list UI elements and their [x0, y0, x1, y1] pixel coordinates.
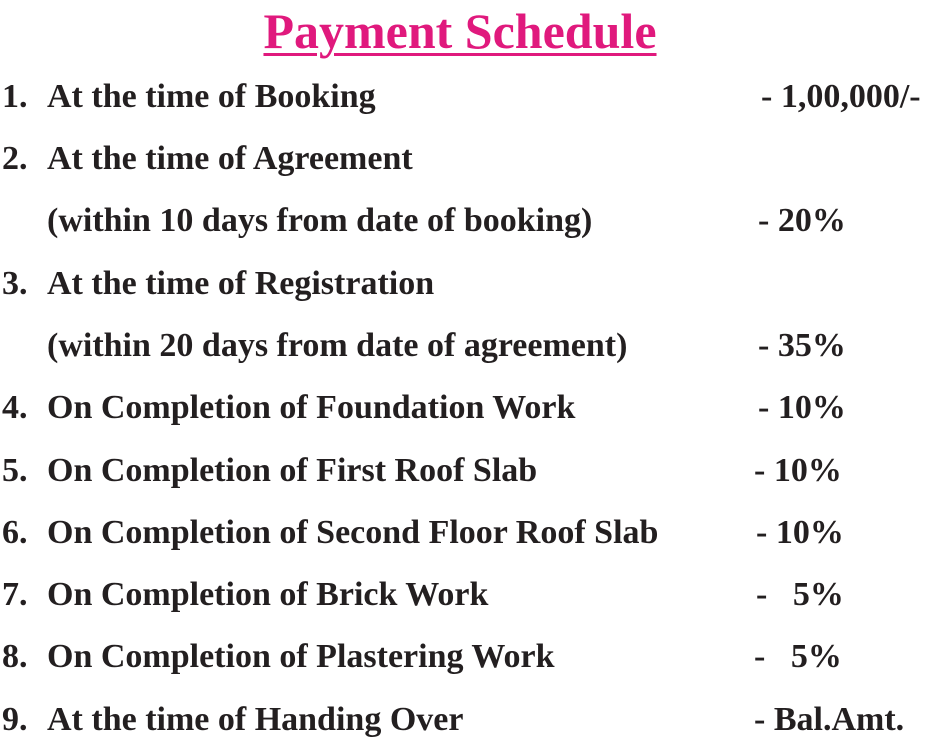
item-label: At the time of Handing Over [47, 701, 464, 738]
schedule-row-6 [0, 513, 944, 553]
item-label: On Completion of Foundation Work [47, 389, 576, 426]
item-label: At the time of Registration [47, 265, 435, 302]
item-label: On Completion of First Roof Slab [47, 452, 538, 489]
schedule-row-7 [0, 575, 944, 615]
item-amount: - 20% [758, 202, 846, 239]
schedule-row-4 [0, 388, 944, 428]
item-number: 7. [2, 576, 28, 613]
item-amount: - Bal.Amt. [754, 701, 905, 738]
schedule-row-2 [0, 139, 944, 179]
schedule-row-2-note [0, 201, 944, 241]
item-amount: - 10% [758, 389, 846, 426]
item-label: At the time of Agreement [47, 140, 413, 177]
item-amount: - 35% [758, 327, 846, 364]
item-number: 1. [2, 78, 28, 115]
item-label: (within 20 days from date of agreement) [47, 327, 628, 364]
schedule-row-3-note [0, 326, 944, 366]
item-number: 3. [2, 265, 28, 302]
item-number: 5. [2, 452, 28, 489]
item-amount: - 5% [756, 576, 844, 613]
item-amount: - 5% [754, 638, 842, 675]
schedule-row-9 [0, 700, 944, 740]
item-label: (within 10 days from date of booking) [47, 202, 593, 239]
schedule-row-1 [0, 77, 944, 117]
item-number: 6. [2, 514, 28, 551]
item-label: At the time of Booking [47, 78, 376, 115]
item-number: 2. [2, 140, 28, 177]
page-title: Payment Schedule [263, 3, 657, 59]
item-label: On Completion of Plastering Work [47, 638, 555, 675]
schedule-row-5 [0, 451, 944, 491]
schedule-row-3 [0, 264, 944, 304]
item-label: On Completion of Brick Work [47, 576, 489, 613]
item-amount: - 1,00,000/- [761, 78, 921, 115]
item-label: On Completion of Second Floor Roof Slab [47, 514, 659, 551]
schedule-row-8 [0, 637, 944, 677]
item-number: 9. [2, 701, 28, 738]
item-amount: - 10% [756, 514, 844, 551]
item-number: 8. [2, 638, 28, 675]
item-number: 4. [2, 389, 28, 426]
item-amount: - 10% [754, 452, 842, 489]
